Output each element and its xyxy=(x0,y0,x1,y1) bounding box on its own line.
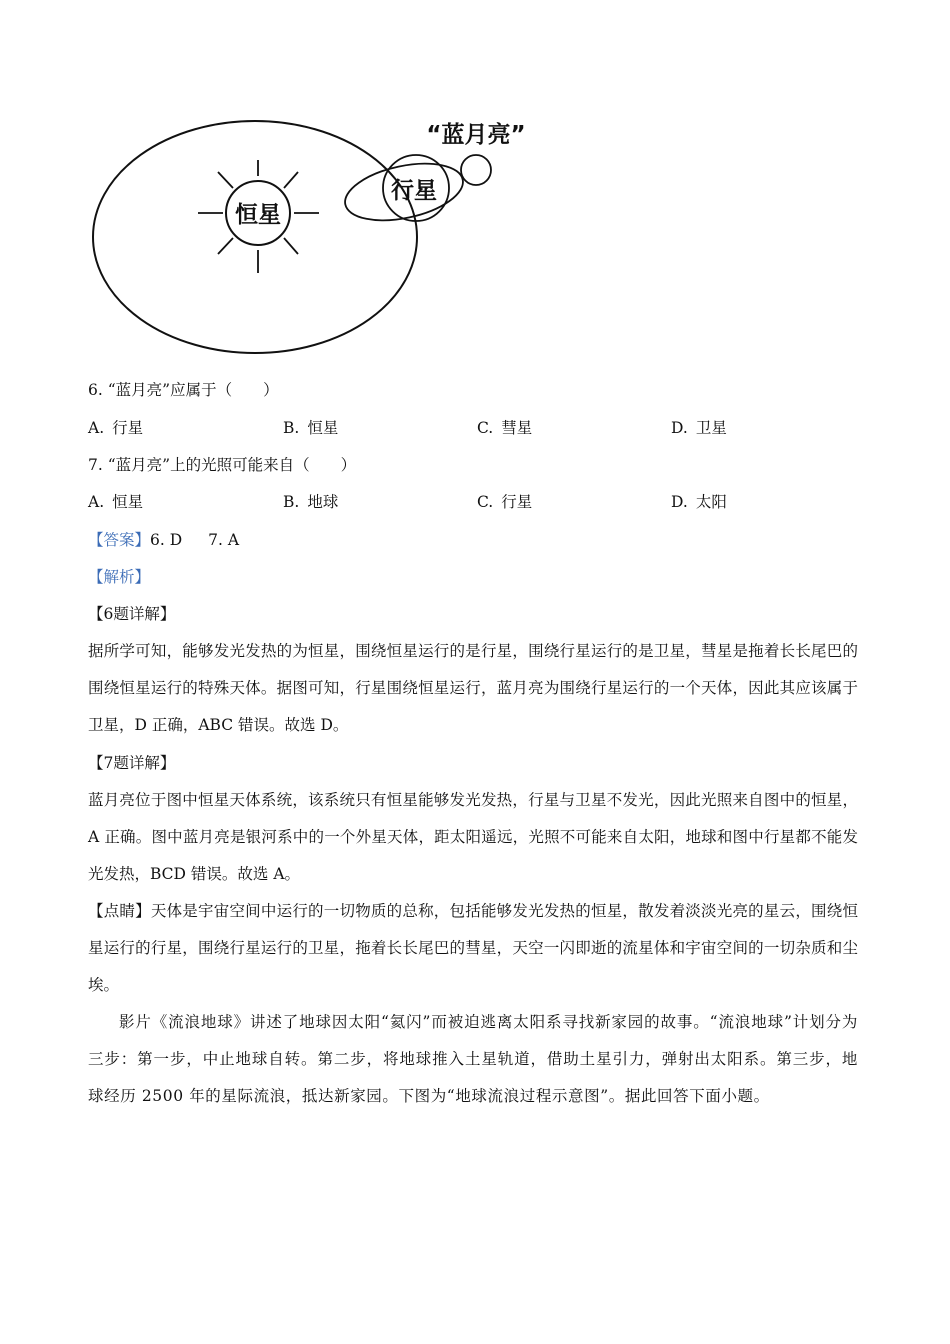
planet-label: 行星 xyxy=(391,178,437,204)
detail6-title: 【6题详解】 xyxy=(88,605,176,623)
option-text: 太阳 xyxy=(695,493,727,511)
next-material: 影片《流浪地球》讲述了地球因太阳“氦闪”而被迫逃离太阳系寻找新家园的故事。“流浪地球”计划分为三步：第一步，中止地球自转。第二步，将地球推入土星轨道，借助土星引力，弹射出太阳系。第三步，地球经历 2500 年的星际流浪，抵达新家园。下图为“地球流浪过程示意图”。据此回答下面小题。 xyxy=(88,1013,858,1105)
blue-moon-label: “蓝月亮” xyxy=(426,122,526,148)
q7-option-d[interactable] xyxy=(671,492,727,512)
q7-stem: 7. “蓝月亮”上的光照可能来自（ ） xyxy=(88,456,357,474)
option-key: C. xyxy=(477,419,494,437)
option-key: B. xyxy=(283,493,300,511)
q6-option-b[interactable] xyxy=(283,418,338,438)
star-label: 恒星 xyxy=(235,202,281,228)
q6-stem: 6. “蓝月亮”应属于（ ） xyxy=(88,381,279,399)
star-system-diagram xyxy=(88,108,548,360)
answer-line xyxy=(88,530,239,550)
q7-option-c[interactable] xyxy=(477,492,532,512)
option-text: 卫星 xyxy=(695,419,727,437)
detail7-text: 蓝月亮位于图中恒星天体系统，该系统只有恒星能够发光发热，行星与卫星不发光，因此光照来自图中的恒星，A 正确。图中蓝月亮是银河系中的一个外星天体，距太阳遥远，光照不可能来自太阳，地球和图中行星都不能发光发热，BCD 错误。故选 A。 xyxy=(88,791,858,883)
comment-label: 【点睛】 xyxy=(88,902,151,920)
option-key: D. xyxy=(671,493,688,511)
answer-6: 6. D xyxy=(150,531,183,549)
detail7-title: 【7题详解】 xyxy=(88,754,176,772)
comment-text: 天体是宇宙空间中运行的一切物质的总称，包括能够发光发热的恒星，散发着淡淡光亮的星云，围绕恒星运行的行星，围绕行星运行的卫星，拖着长长尾巴的彗星，天空一闪即逝的流星体和宇宙空间的一切杂质和尘埃。 xyxy=(88,902,858,994)
q6-option-c[interactable] xyxy=(477,418,532,438)
answer-label: 【答案】 xyxy=(88,531,151,549)
star-system-svg xyxy=(88,108,548,360)
option-text: 地球 xyxy=(307,493,339,511)
option-text: 行星 xyxy=(501,493,533,511)
option-key: D. xyxy=(671,419,688,437)
analysis-label: 【解析】 xyxy=(88,568,151,586)
option-text: 恒星 xyxy=(307,419,339,437)
option-key: A. xyxy=(88,493,105,511)
answer-7: 7. A xyxy=(208,531,240,549)
q6-option-d[interactable] xyxy=(671,418,727,438)
detail6-text: 据所学可知，能够发光发热的为恒星，围绕恒星运行的是行星，围绕行星运行的是卫星，彗星是拖着长长尾巴的围绕恒星运行的特殊天体。据图可知，行星围绕恒星运行，蓝月亮为围绕行星运行的一个天体，因此其应该属于卫星，D 正确，ABC 错误。故选 D。 xyxy=(88,642,858,734)
option-key: B. xyxy=(283,419,300,437)
q6-option-a[interactable] xyxy=(88,418,143,438)
option-text: 行星 xyxy=(112,419,144,437)
option-text: 恒星 xyxy=(112,493,144,511)
q7-option-a[interactable] xyxy=(88,492,143,512)
comment-block xyxy=(88,893,858,1004)
option-text: 彗星 xyxy=(501,419,533,437)
blue-moon-circle xyxy=(461,155,491,185)
q7-option-b[interactable] xyxy=(283,492,338,512)
option-key: A. xyxy=(88,419,105,437)
option-key: C. xyxy=(477,493,494,511)
